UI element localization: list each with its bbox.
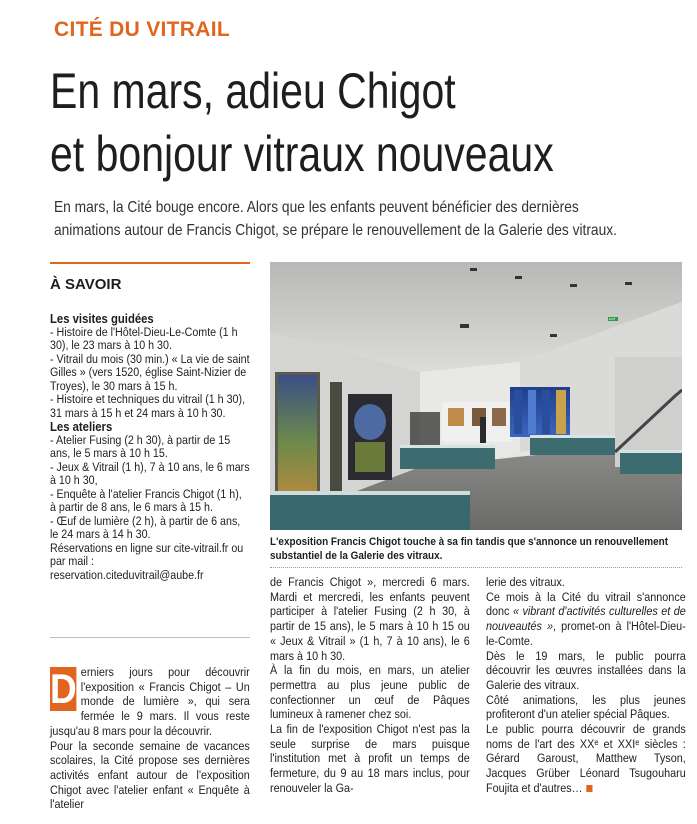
headline bbox=[50, 60, 575, 186]
standfirst-line-2: animations autour de Francis Chigot, se prépare le renouvellement de la Galerie des vitraux. bbox=[54, 222, 617, 239]
article-paragraph: Côté animations, les plus jeunes profiteront d'un atelier spécial Pâques. bbox=[486, 692, 686, 722]
drop-cap: D bbox=[50, 665, 77, 712]
headline-line-1: En mars, adieu Chigot bbox=[50, 63, 456, 119]
article-paragraph: Pour la seconde semaine de vacances scolaires, la Cité propose ses dernières activités enfant autour de l'exposition Chigot avec l'atelier enfant « Enquête à l'atelier bbox=[50, 738, 250, 812]
standfirst-line-1: En mars, la Cité bouge encore. Alors que les enfants peuvent bénéficier des dernières bbox=[54, 199, 579, 216]
article-paragraph bbox=[486, 590, 686, 649]
article-paragraph: Dès le 19 mars, le public pourra découvrir les œuvres installées dans la Galerie des vitraux. bbox=[486, 648, 686, 692]
article-paragraph: erniers jours pour découvrir l'exposition « Francis Chigot – Un monde de lumière », qui sera fermée le 9 mars. Il vous reste jusqu'au 8 mars pour la découvrir. bbox=[50, 665, 250, 738]
article-paragraph bbox=[486, 722, 686, 796]
quote-tail: , promet-on à l'Hôtel-Dieu-le-Comte. bbox=[486, 619, 686, 648]
workshops-heading: Les ateliers bbox=[50, 419, 113, 434]
article-column-1 bbox=[50, 665, 250, 812]
end-mark-icon bbox=[586, 785, 592, 792]
article-paragraph: lerie des vitraux. bbox=[486, 575, 565, 589]
quote: « vibrant d'activités culturelles et de nouveautés » bbox=[486, 604, 686, 634]
article-column-2 bbox=[270, 575, 470, 796]
visit-item: - Histoire et techniques du vitrail (1 h 30), 31 mars à 15 h et 24 mars à 10 h 30. bbox=[50, 392, 246, 420]
visit-item: - Vitrail du mois (30 min.) « La vie de saint Gilles » (vers 1520, église Saint-Nizier de Troyes), le 30 mars à 15 h. bbox=[50, 351, 250, 393]
info-box-bottom-rule bbox=[50, 637, 250, 638]
section-rubric: CITÉ DU VITRAIL bbox=[54, 18, 230, 41]
caption-divider bbox=[270, 567, 682, 568]
info-box-top-rule bbox=[50, 262, 250, 264]
gallery-photo bbox=[270, 262, 682, 530]
gallery-photo-illustration bbox=[270, 262, 682, 530]
workshop-item: - Jeux & Vitrail (1 h), 7 à 10 ans, le 6 mars à 10 h 30, bbox=[50, 459, 250, 487]
info-box-title: À SAVOIR bbox=[50, 276, 122, 293]
booking-text: Réservations en ligne sur cite-vitrail.fr ou par mail : bbox=[50, 540, 244, 568]
workshop-item: - Enquête à l'atelier Francis Chigot (1 h), à partir de 8 ans, le 6 mars à 15 h. bbox=[50, 486, 242, 514]
article-paragraph: À la fin du mois, en mars, un atelier permettra au plus jeune public de confectionner un œuf de Pâques lumineux à ramener chez soi. bbox=[270, 663, 470, 722]
article-paragraph: de Francis Chigot », mercredi 6 mars. Mardi et mercredi, les enfants peuvent participer à l'atelier Fusing (2 h 30, à partir de 15 ans), le 5 mars à 10 h 15 ou « Jeux & Vitrail » (1 h, 7 à 10 ans), le 6 mars à 10 h 30. bbox=[270, 575, 470, 663]
workshop-item: - Œuf de lumière (2 h), à partir de 6 ans, le 24 mars à 14 h 30. bbox=[50, 513, 241, 541]
article-final-text: Le public pourra découvrir de grands noms de l'art des XXᵉ et XXIᵉ siècles : Gérard Garoust, Matthew Tyson, Jacques Grüber Léonard Tsugouharu Foujita et d'autres… bbox=[486, 722, 686, 795]
exit-sign-label: EXIT bbox=[609, 317, 616, 321]
booking-email: reservation.citeduvitrail@aube.fr bbox=[50, 567, 204, 582]
headline-line-2: et bonjour vitraux nouveaux bbox=[50, 126, 554, 182]
quote-lead: Ce mois à la Cité du vitrail s'annonce donc bbox=[486, 589, 686, 619]
visit-item: - Histoire de l'Hôtel-Dieu-Le-Comte (1 h 30), le 23 mars à 10 h 30. bbox=[50, 324, 238, 352]
photo-caption: L'exposition Francis Chigot touche à sa fin tandis que s'annonce un renouvellement substantiel de la Galerie des vitraux. bbox=[270, 536, 669, 562]
standfirst bbox=[54, 196, 673, 242]
workshop-item: - Atelier Fusing (2 h 30), à partir de 15 ans, le 5 mars à 10 h 15. bbox=[50, 432, 231, 460]
info-box-body bbox=[50, 312, 250, 582]
visits-heading: Les visites guidées bbox=[50, 311, 154, 326]
article-paragraph: La fin de l'exposition Chigot n'est pas la seule surprise de mars puisque l'institution met à profit un temps de fermeture, du 9 au 18 mars inclus, pour renouveler la Ga- bbox=[270, 722, 470, 795]
article-column-3 bbox=[486, 575, 686, 796]
